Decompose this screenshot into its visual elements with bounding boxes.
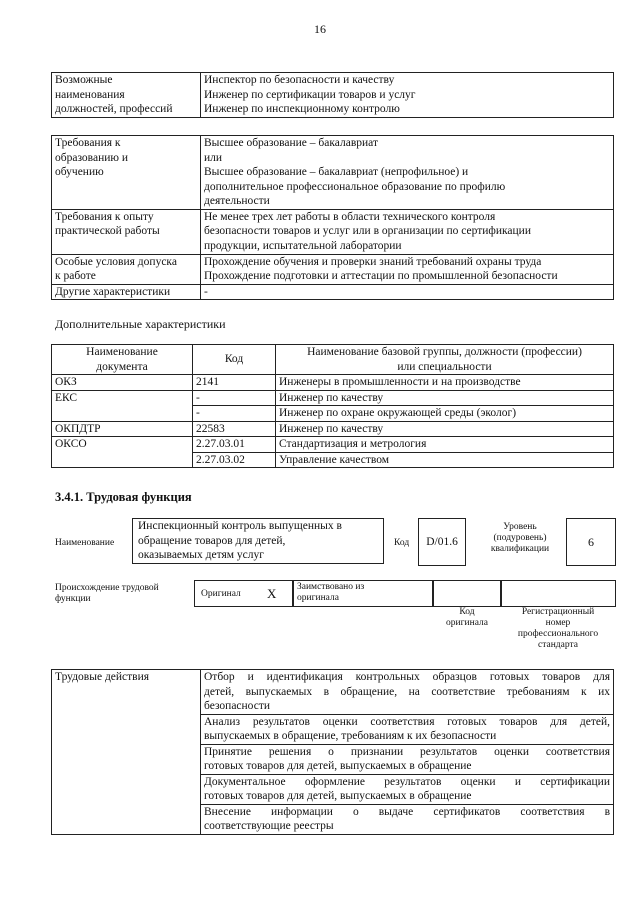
other-characteristics-values [201, 284, 614, 300]
table-row [52, 421, 614, 437]
level-label-line: квалификации [490, 544, 550, 554]
action-line: Документальное оформление результатов оценки и сертификации [204, 775, 610, 788]
value-line: - [204, 285, 208, 298]
function-name-line: оказываемых детям услуг [138, 549, 264, 561]
labor-action-item [201, 714, 614, 744]
label-line: должностей, профессий [55, 103, 173, 115]
caption-line: оригинала [446, 618, 488, 628]
doc-cell: ЕКС [52, 390, 193, 421]
qualification-level-label [477, 522, 563, 555]
label-line: Требования к [55, 137, 121, 149]
name-cell: Инженеры в промышленности и на производстве [276, 375, 614, 391]
label-line: Требования к опыту [55, 210, 154, 223]
label-line: Другие характеристики [55, 285, 171, 298]
borrowed-label-line: оригинала [297, 593, 339, 603]
education-label [52, 136, 201, 210]
name-cell: Инженер по охране окружающей среды (эколог) [276, 406, 614, 422]
origin-original-cell [194, 580, 294, 607]
code-cell: 2.27.03.01 [193, 437, 276, 453]
label-line: обучению [55, 166, 104, 178]
qualification-level-box [566, 518, 616, 566]
label-line: Возможные [55, 74, 113, 86]
label-line: образованию и [55, 151, 128, 164]
job-titles-values [201, 73, 614, 118]
header-line: или специальности [397, 360, 492, 373]
table-row [52, 254, 614, 284]
level-label-line: (подуровень) [493, 533, 547, 543]
access-conditions-label [52, 254, 201, 284]
name-cell: Инженер по качеству [276, 390, 614, 406]
table-row [52, 73, 614, 118]
label-line: практической работы [55, 225, 160, 237]
experience-values [201, 209, 614, 254]
requirements-table [51, 135, 614, 300]
value-line: Прохождение подготовки и аттестации по промышленной безопасности [204, 270, 558, 282]
table-row [52, 390, 614, 406]
classification-table [51, 344, 614, 468]
name-cell: Управление качеством [276, 452, 614, 468]
function-name-line: обращение товаров для детей, [138, 534, 286, 547]
section-title: 3.4.1. Трудовая функция [55, 490, 192, 504]
action-line: готовых товаров для детей, выпускаемых в обращение [204, 790, 472, 802]
page-number: 16 [314, 22, 326, 36]
value-line: или [204, 151, 223, 164]
header-document [52, 345, 193, 375]
label-line: Особые условия допуска [55, 255, 177, 268]
caption-line: профессионального [517, 629, 599, 639]
job-titles-table [51, 72, 614, 118]
header-name [276, 345, 614, 375]
origin-label-line: функции [55, 594, 91, 604]
doc-cell: ОКЗ [52, 375, 193, 391]
action-line: Отбор и идентификация контрольных образцов готовых товаров для [204, 671, 610, 683]
labor-action-item [201, 670, 614, 715]
table-row [52, 437, 614, 453]
labor-action-item [201, 774, 614, 804]
function-name-line: Инспекционный контроль выпущенных в [138, 520, 342, 532]
job-titles-label [52, 73, 201, 118]
code-cell: 2.27.03.02 [193, 452, 276, 468]
caption-line: стандарта [538, 640, 578, 650]
labor-action-item [201, 804, 614, 834]
labor-action-item [201, 744, 614, 774]
qualification-level-value: 6 [588, 535, 594, 549]
code-cell: - [193, 406, 276, 422]
table-row [52, 209, 614, 254]
name-cell: Инженер по качеству [276, 421, 614, 437]
extra-characteristics-title: Дополнительные характеристики [55, 317, 226, 331]
header-line: Наименование базовой группы, должности (профессии) [307, 346, 582, 358]
origin-borrowed-cell [292, 580, 434, 607]
action-line: Внесение информации о выдаче сертификатов соответствия в [204, 805, 610, 818]
education-values [201, 136, 614, 210]
action-line: Анализ результатов оценки соответствия готовых товаров для детей, [204, 715, 610, 728]
level-label-line: Уровень [503, 522, 537, 532]
value-line: Не менее трех лет работы в области технического контроля [204, 210, 496, 223]
value-line: продукции, испытательной лаборатории [204, 239, 402, 252]
origin-code-caption [432, 607, 502, 629]
header-line: Код [224, 353, 244, 366]
table-header-row [52, 345, 614, 375]
value-line: дополнительное профессиональное образование по профилю [204, 180, 506, 193]
action-line: соответствующие реестры [204, 820, 334, 832]
labor-actions-label: Трудовые действия [52, 670, 201, 835]
origin-reg-caption [500, 607, 616, 651]
function-code-value: D/01.6 [426, 536, 458, 548]
action-line: выпускаемых в обращение, требованиям к их безопасности [204, 730, 497, 742]
caption-line: Код [459, 607, 475, 617]
action-line: детей, выпускаемых в обращение, на соответствие требованиям к их [204, 685, 610, 698]
job-title: Инспектор по безопасности и качеству [204, 74, 395, 86]
job-title: Инженер по сертификации товаров и услуг [204, 88, 416, 101]
experience-label [52, 209, 201, 254]
label-line: к работе [55, 270, 96, 282]
doc-cell: ОКПДТР [52, 421, 193, 437]
value-line: безопасности товаров и услуг или в организации по сертификации [204, 225, 531, 237]
original-label: Оригинал [201, 589, 241, 599]
action-line: Принятие решения о признании результатов оценки соответствия [204, 745, 610, 758]
labor-actions-table [51, 669, 614, 835]
origin-label-line: Происхождение трудовой [55, 583, 159, 593]
borrowed-label [297, 582, 364, 604]
function-name-box [132, 518, 384, 564]
origin-code-cell [432, 580, 502, 607]
action-line: безопасности [204, 700, 271, 712]
borrowed-label-line: Заимствовано из [297, 582, 365, 592]
function-code-box [418, 518, 466, 566]
value-line: деятельности [204, 195, 270, 207]
function-code-label: Код [394, 538, 410, 548]
header-line: документа [96, 360, 148, 373]
origin-label [55, 583, 159, 605]
other-characteristics-label [52, 284, 201, 300]
function-name-label: Наименование [55, 538, 115, 548]
caption-line: Регистрационный [521, 607, 595, 617]
code-cell: 2141 [193, 375, 276, 391]
original-mark: X [267, 586, 277, 601]
action-line: готовых товаров для детей, выпускаемых в обращение [204, 760, 472, 772]
code-cell: - [193, 390, 276, 406]
doc-cell: ОКСО [52, 437, 193, 468]
table-row [52, 136, 614, 210]
job-title: Инженер по инспекционному контролю [204, 103, 400, 115]
table-row [52, 375, 614, 391]
value-line: Высшее образование – бакалавриат (непрофильное) и [204, 166, 469, 178]
header-line: Наименование [86, 346, 158, 358]
table-row [52, 670, 614, 715]
caption-line: номер [545, 618, 571, 628]
origin-reg-number-cell [500, 580, 616, 607]
access-conditions-values [201, 254, 614, 284]
table-row [52, 284, 614, 300]
value-line: Прохождение обучения и проверки знаний требований охраны труда [204, 255, 542, 268]
label-line: наименования [55, 88, 125, 101]
code-cell: 22583 [193, 421, 276, 437]
value-line: Высшее образование – бакалавриат [204, 137, 378, 149]
header-code [193, 345, 276, 375]
name-cell: Стандартизация и метрология [276, 437, 614, 453]
